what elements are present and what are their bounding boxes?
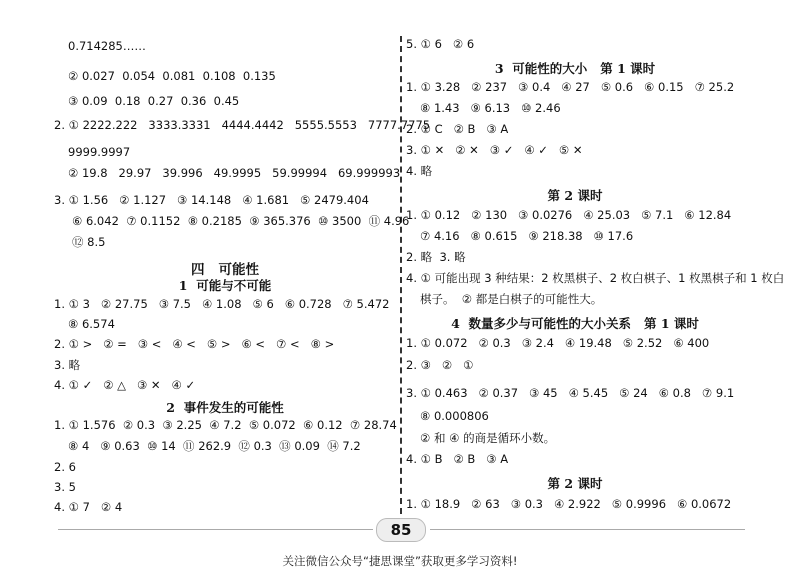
answer-line: ⑫ 8.5 [72, 235, 106, 249]
answer-line: 9999.9997 [68, 145, 131, 159]
answer-line: ⑧ 1.43 ⑨ 6.13 ⑩ 2.46 [420, 101, 561, 115]
answer-line: 棋子。 ② 都是白棋子的可能性大。 [420, 292, 603, 306]
answer-line: 3. ① 1.56 ② 1.127 ③ 14.148 ④ 1.681 ⑤ 2479.404 [54, 193, 369, 207]
answer-line: 2. ③ ② ① [406, 358, 474, 372]
answer-line: 4. ① B ② B ③ A [406, 452, 509, 466]
answer-line: 1. ① 0.072 ② 0.3 ③ 2.4 ④ 19.48 ⑤ 2.52 ⑥ 400 [406, 336, 710, 350]
answer-line: 1. ① 1.576 ② 0.3 ③ 2.25 ④ 7.2 ⑤ 0.072 ⑥ 0.12 ⑦ 28.74 [54, 418, 397, 432]
answer-line: ⑧ 6.574 [68, 317, 115, 331]
answer-line: 4. ① 7 ② 4 [54, 500, 123, 514]
answer-line: ② 0.027 0.054 0.081 0.108 0.135 [68, 69, 276, 83]
footer-note: 关注微信公众号“捷思课堂”获取更多学习资料! [282, 554, 518, 568]
subsection-heading: 第 2 课时 [547, 476, 603, 491]
answer-line: 4. 略 [406, 164, 433, 178]
answer-line: ⑥ 6.042 ⑦ 0.1152 ⑧ 0.2185 ⑨ 365.376 ⑩ 3500 ⑪ 4.96 [72, 214, 410, 228]
subsection-heading: 2 事件发生的可能性 [166, 400, 284, 415]
answer-line: 1. ① 0.12 ② 130 ③ 0.0276 ④ 25.03 ⑤ 7.1 ⑥ 12.84 [406, 208, 732, 222]
footer-rule-right [430, 529, 745, 530]
answer-line: ⑧ 4 ⑨ 0.63 ⑩ 14 ⑪ 262.9 ⑫ 0.3 ⑬ 0.09 ⑭ 7.2 [68, 439, 361, 453]
answer-line: 3. 5 [54, 480, 76, 494]
answer-line: 4. ① 可能出现 3 种结果：2 枚黑棋子、2 枚白棋子、1 枚黑棋子和 1 枚白 [406, 271, 785, 285]
answer-line: 3. ① 0.463 ② 0.37 ③ 45 ④ 5.45 ⑤ 24 ⑥ 0.8 ⑦ 9.1 [406, 386, 735, 400]
answer-line: 2. 略 3. 略 [406, 250, 466, 264]
subsection-heading: 第 2 课时 [547, 188, 603, 203]
subsection-heading: 3 可能性的大小 第 1 课时 [494, 61, 656, 76]
answer-line: ② 和 ④ 的商是循环小数。 [420, 431, 556, 445]
subsection-heading: 4 数量多少与可能性的大小关系 第 1 课时 [451, 316, 699, 331]
answer-line: 3. ① ✕ ② ✕ ③ ✓ ④ ✓ ⑤ ✕ [406, 143, 583, 157]
answer-line: 1. ① 18.9 ② 63 ③ 0.3 ④ 2.922 ⑤ 0.9996 ⑥ 0.0672 [406, 497, 732, 511]
answer-line: 0.714285…… [68, 39, 146, 53]
answer-line: 3. 略 [54, 358, 81, 372]
page-number: 85 [376, 518, 426, 542]
column-divider [400, 36, 402, 514]
answer-line: 2. 6 [54, 460, 76, 474]
answer-line: 2. ① 2222.222 3333.3331 4444.4442 5555.5553 7777.7775 [54, 118, 431, 132]
answer-line: ⑧ 0.000806 [420, 409, 489, 423]
answer-line: 2. ① > ② = ③ < ④ < ⑤ > ⑥ < ⑦ < ⑧ > [54, 337, 335, 351]
section-heading: 四 可能性 [190, 262, 260, 278]
answer-line: 5. ① 6 ② 6 [406, 37, 475, 51]
answer-line: 4. ① ✓ ② △ ③ ✕ ④ ✓ [54, 378, 196, 392]
footer-rule-left [58, 529, 373, 530]
answer-line: ③ 0.09 0.18 0.27 0.36 0.45 [68, 94, 240, 108]
answer-line: ② 19.8 29.97 39.996 49.9995 59.99994 69.999993 [68, 166, 401, 180]
answer-line: ⑦ 4.16 ⑧ 0.615 ⑨ 218.38 ⑩ 17.6 [420, 229, 634, 243]
subsection-heading: 1 可能与不可能 [178, 278, 272, 293]
answer-line: 2. ① C ② B ③ A [406, 122, 509, 136]
answer-line: 1. ① 3.28 ② 237 ③ 0.4 ④ 27 ⑤ 0.6 ⑥ 0.15 ⑦ 25.2 [406, 80, 735, 94]
answer-line: 1. ① 3 ② 27.75 ③ 7.5 ④ 1.08 ⑤ 6 ⑥ 0.728 ⑦ 5.472 [54, 297, 390, 311]
